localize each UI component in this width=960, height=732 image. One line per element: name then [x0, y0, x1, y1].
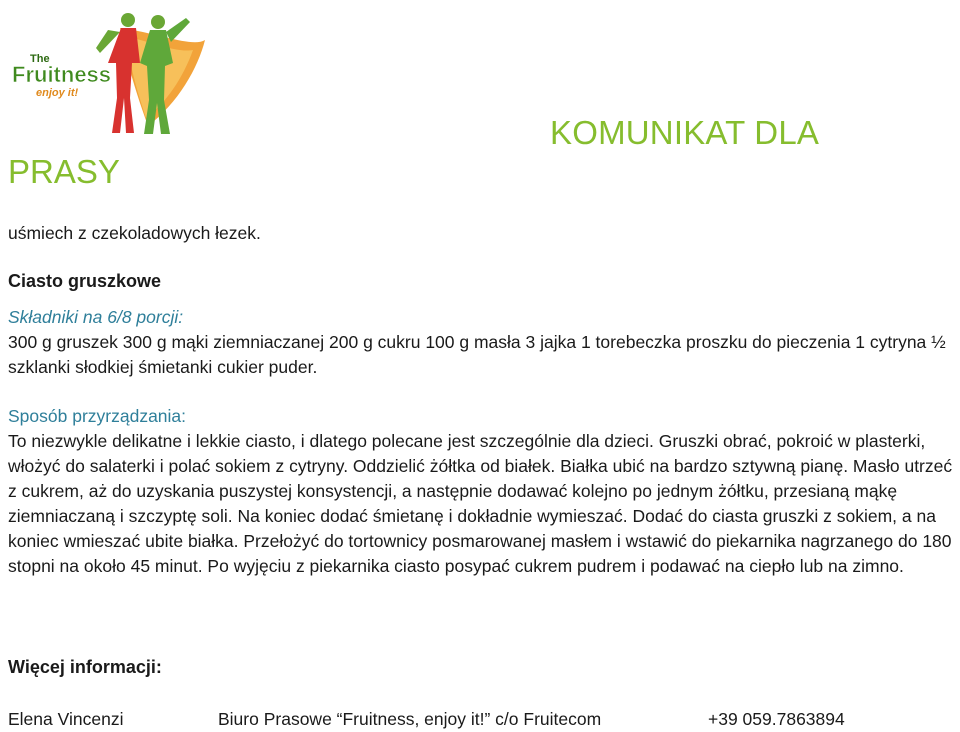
logo-text-main: Fruitness [12, 62, 112, 87]
logo-text-sub: enjoy it! [36, 87, 79, 99]
fruitness-logo [8, 8, 208, 140]
more-info-heading: Więcej informacji: [8, 657, 162, 677]
ingredients-text: 300 g gruszek 300 g mąki ziemniaczanej 200 g cukru 100 g masła 3 jajka 1 torebeczka proszku do pieczenia 1 cytryna ½ szklanki słodkiej śmietanki cukier puder. [8, 332, 946, 377]
logo-text-top: The [30, 53, 50, 65]
title-komunikat: KOMUNIKAT DLA [550, 114, 820, 151]
intro-text: uśmiech z czekoladowych łezek. [8, 223, 261, 243]
recipe-title: Ciasto gruszkowe [8, 271, 162, 291]
title-prasy: PRASY [8, 153, 120, 190]
preparation-label: Sposób przyrządzania: [8, 406, 187, 426]
fruitness-logo-graphic [8, 8, 208, 140]
contact-phone: +39 059.7863894 [708, 709, 845, 729]
contact-office: Biuro Prasowe “Fruitness, enjoy it!” c/o Fruitecom [218, 709, 602, 729]
ingredients-label: Składniki na 6/8 porcji: [8, 307, 184, 327]
preparation-text: To niezwykle delikatne i lekkie ciasto, i dlatego polecane jest szczególnie dla dzieci. Gruszki obrać, pokroić w plasterki, włożyć do salaterki i polać sokiem z cytryny. Oddzielić żółtka od białek. Białka ubić na bardzo sztywną pianę. Masło utrzeć z cukrem, aż do uzyskania puszystej konsystencji, a następnie dodawać kolejno po jednym żółtku, przesianą mąkę ziemniaczaną i szczyptę soli. Na koniec dodać śmietanę i dokładnie wymieszać. Dodać do ciasta gruszki z sokiem, a na koniec wmieszać ubite białka. Przełożyć do tortownicy posmarowanej masłem i wstawić do piekarnika nagrzanego do 180 stopni na około 45 minut. Po wyjęciu z piekarnika ciasto posypać cukrem pudrem i podawać na ciepło lub na zimno. [8, 431, 953, 576]
contact-name: Elena Vincenzi [8, 709, 124, 729]
